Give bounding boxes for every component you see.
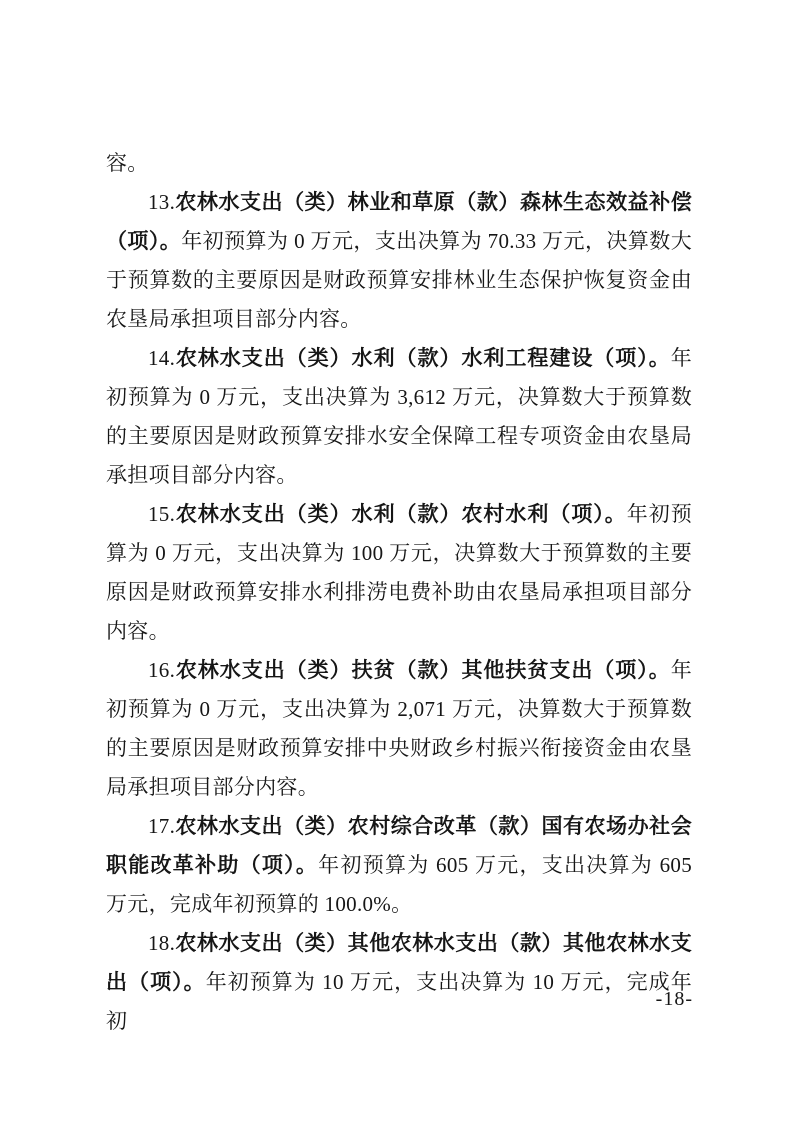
body-text: 容。 — [106, 151, 149, 175]
item-number: 17. — [148, 814, 176, 838]
body-text: 年初预算为 605 万元，支出决算为 605 万元，完成年初预算的 100.0%。 — [106, 853, 692, 916]
item-heading-text: 农林水支出（类）其他农林水支出（款）其他农林水支出（项）。 — [106, 932, 692, 994]
paragraph — [106, 924, 692, 1041]
body-text: 年初预算为 0 万元，支出决算为 2,071 万元，决算数大于预算数的主要原因是财政预算安排中央财政乡村振兴衔接资金由农垦局承担项目部分内容。 — [106, 658, 692, 799]
item-number: 16. — [148, 658, 176, 682]
body-text: 年初预算为 0 万元，支出决算为 70.33 万元，决算数大于预算数的主要原因是财政预算安排林业生态保护恢复资金由农垦局承担项目部分内容。 — [106, 229, 693, 331]
paragraph — [106, 339, 692, 495]
paragraph — [106, 495, 692, 651]
paragraph — [106, 144, 692, 183]
item-heading-text: 农林水支出（类）水利（款）农村水利（项）。 — [175, 503, 627, 526]
body-text: 年初预算为 0 万元，支出决算为 100 万元，决算数大于预算数的主要原因是财政预算安排水利排涝电费补助由农垦局承担项目部分内容。 — [106, 502, 692, 643]
item-number: 18. — [148, 931, 176, 955]
item-number: 14. — [148, 346, 176, 370]
paragraph — [106, 183, 692, 339]
item-number: 15. — [148, 502, 176, 526]
item-heading-text: 农林水支出（类）水利（款）水利工程建设（项）。 — [175, 347, 671, 370]
document-body — [106, 144, 692, 1041]
item-number: 13. — [148, 190, 176, 214]
paragraph — [106, 651, 692, 807]
item-heading-text: 农林水支出（类）林业和草原（款）森林生态效益补偿（项）。 — [106, 191, 692, 253]
page-number: -18- — [655, 988, 693, 1010]
item-heading-text: 农林水支出（类）扶贫（款）其他扶贫支出（项）。 — [175, 659, 671, 682]
body-text: 年初预算为 10 万元，支出决算为 10 万元，完成年初 — [106, 970, 692, 1033]
body-text: 年初预算为 0 万元，支出决算为 3,612 万元，决算数大于预算数的主要原因是财政预算安排水安全保障工程专项资金由农垦局承担项目部分内容。 — [106, 346, 692, 487]
paragraph — [106, 807, 692, 924]
item-heading-text: 农林水支出（类）农村综合改革（款）国有农场办社会职能改革补助（项）。 — [106, 815, 692, 877]
